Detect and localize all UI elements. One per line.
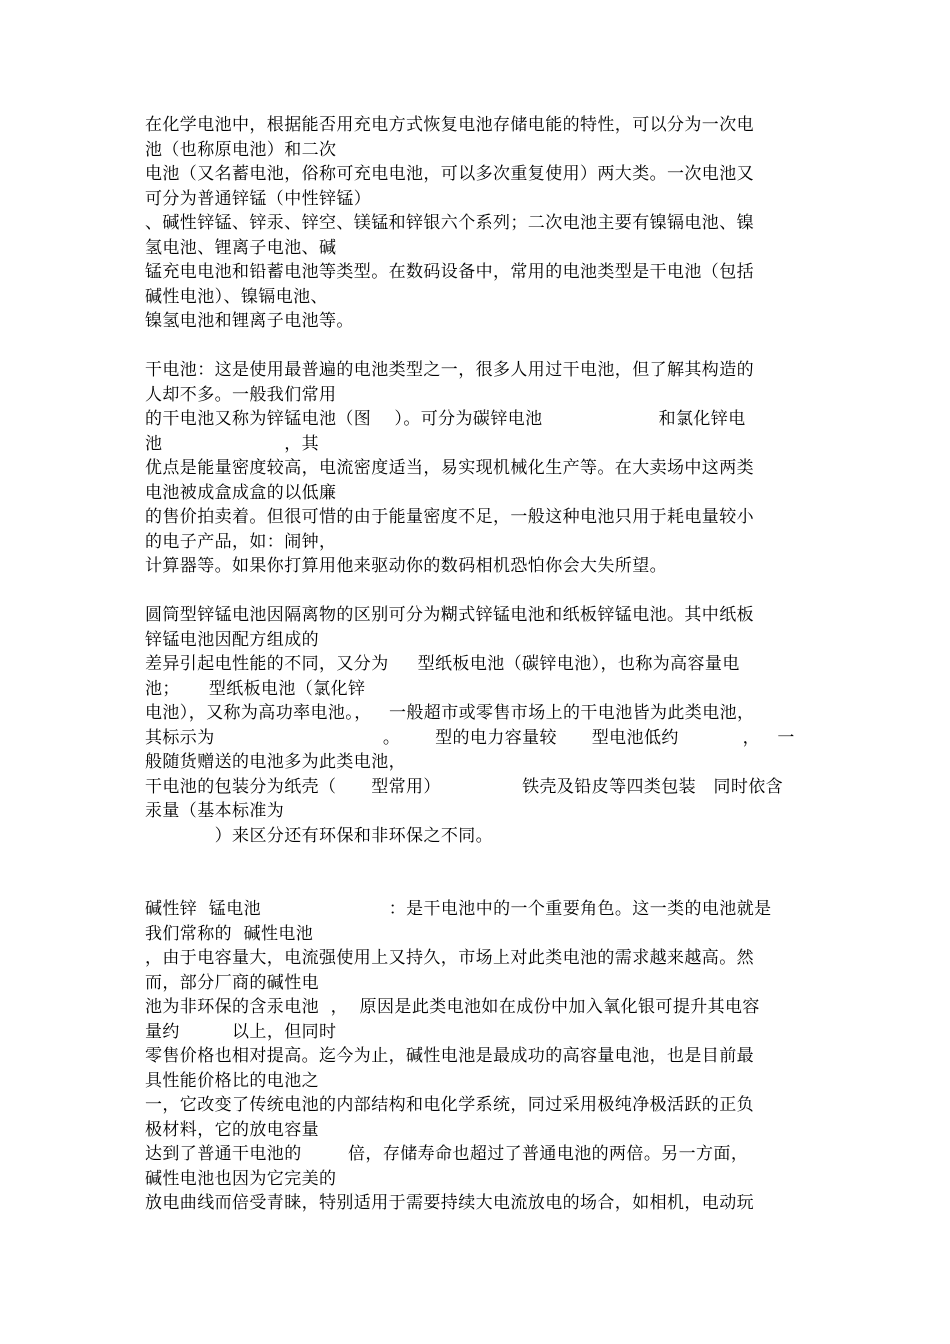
text-line: 差异引起电性能的不同，又分为 型纸板电池（碳锌电池），也称为高容量电 xyxy=(145,654,740,674)
text-line: 的干电池又称为锌锰电池（图 ）。可分为碳锌电池 和氯化锌电 xyxy=(145,409,746,429)
text-line: 放电曲线而倍受青睐，特别适用于需要持续大电流放电的场合，如相机，电动玩 xyxy=(145,1193,754,1213)
text-line: 碱性电池）、镍镉电池、 xyxy=(145,286,328,307)
text-line: 电池），又称为高功率电池。， 一般超市或零售市场上的干电池皆为此类电池， xyxy=(145,703,755,723)
text-line: 池（也称原电池）和二次 xyxy=(145,139,337,160)
text-line: 圆筒型锌锰电池因隔离物的区别可分为糊式锌锰电池和纸板锌锰电池。其中纸板 xyxy=(145,605,754,625)
text-line: 达到了普通干电池的 倍，存储寿命也超过了普通电池的两倍。另一方面， xyxy=(145,1144,749,1164)
text-line: 池 ，其 xyxy=(145,433,320,454)
text-line: 优点是能量密度较高，电流密度适当，易实现机械化生产等。在大卖场中这两类 xyxy=(145,458,754,478)
text-line: 一，它改变了传统电池的内部结构和电化学系统，同过采用极纯净极活跃的正负 xyxy=(145,1095,754,1115)
text-line: 碱性电池也因为它完美的 xyxy=(145,1168,337,1189)
paragraph-dry-cell xyxy=(145,358,807,579)
paragraph-spacer xyxy=(145,334,807,359)
text-line: 零售价格也相对提高。迄今为止，碱性电池是最成功的高容量电池，也是目前最 xyxy=(145,1046,754,1066)
text-line: 氢电池、锂离子电池、碱 xyxy=(145,237,337,258)
paragraph-alkaline xyxy=(145,897,807,1216)
paragraph-cylindrical-zinc-manganese xyxy=(145,603,807,848)
text-line: 我们常称的 碱性电池 xyxy=(145,923,314,944)
text-line: 碱性锌 锰电池 ：是干电池中的一个重要角色。这一类的电池就是 xyxy=(145,899,772,919)
text-line: 在化学电池中，根据能否用充电方式恢复电池存储电能的特性，可以分为一次电 xyxy=(145,115,754,135)
text-line: ，由于电容量大，电流强使用上又持久，市场上对此类电池的需求越来越高。然 xyxy=(145,948,754,968)
text-line: 的电子产品，如：闹钟， xyxy=(145,531,337,552)
paragraph-spacer xyxy=(145,848,807,897)
text-line: 的售价拍卖着。但很可惜的由于能量密度不足，一般这种电池只用于耗电量较小 xyxy=(145,507,754,527)
text-line: 锰充电电池和铅蓄电池等类型。在数码设备中，常用的电池类型是干电池（包括 xyxy=(145,262,754,282)
text-line: 、碱性锌锰、锌汞、锌空、镁锰和锌银六个系列；二次电池主要有镍镉电池、镍 xyxy=(145,213,754,233)
text-line: 极材料，它的放电容量 xyxy=(145,1119,319,1140)
text-line: 可分为普通锌锰（中性锌锰） xyxy=(145,188,372,209)
text-line: 池； 型纸板电池（氯化锌 xyxy=(145,678,366,699)
text-line: 其标示为 。 型的电力容量较 型电池低约 ， 一 xyxy=(145,727,795,748)
text-line: 人却不多。一般我们常用 xyxy=(145,384,337,405)
text-line: 而，部分厂商的碱性电 xyxy=(145,972,319,993)
text-line: 般随货赠送的电池多为此类电池， xyxy=(145,752,406,772)
text-line: 镍氢电池和锂离子电池等。 xyxy=(145,311,354,331)
text-line: 干电池：这是使用最普遍的电池类型之一，很多人用过干电池，但了解其构造的 xyxy=(145,360,754,380)
text-line: 干电池的包装分为纸壳（ 型常用） 铁壳及铅皮等四类包装 同时依含 xyxy=(145,776,784,797)
text-line: 电池被成盒成盒的以低廉 xyxy=(145,482,337,503)
paragraph-battery-types xyxy=(145,113,807,334)
text-line: 量约 以上，但同时 xyxy=(145,1021,337,1042)
paragraph-spacer xyxy=(145,579,807,604)
text-line: 计算器等。如果你打算用他来驱动你的数码相机恐怕你会大失所望。 xyxy=(145,556,667,576)
text-line: 锌锰电池因配方组成的 xyxy=(145,629,319,650)
text-line: ）来区分还有环保和非环保之不同。 xyxy=(145,825,494,846)
text-line: 具性能价格比的电池之 xyxy=(145,1070,319,1091)
text-line: 汞量（基本标准为 xyxy=(145,801,285,821)
document-body xyxy=(145,113,807,1216)
text-line: 电池（又名蓄电池，俗称可充电电池，可以多次重复使用）两大类。一次电池又 xyxy=(145,164,754,184)
text-line: 池为非环保的含汞电池 ， 原因是此类电池如在成份中加入氧化银可提升其电容 xyxy=(145,997,760,1017)
